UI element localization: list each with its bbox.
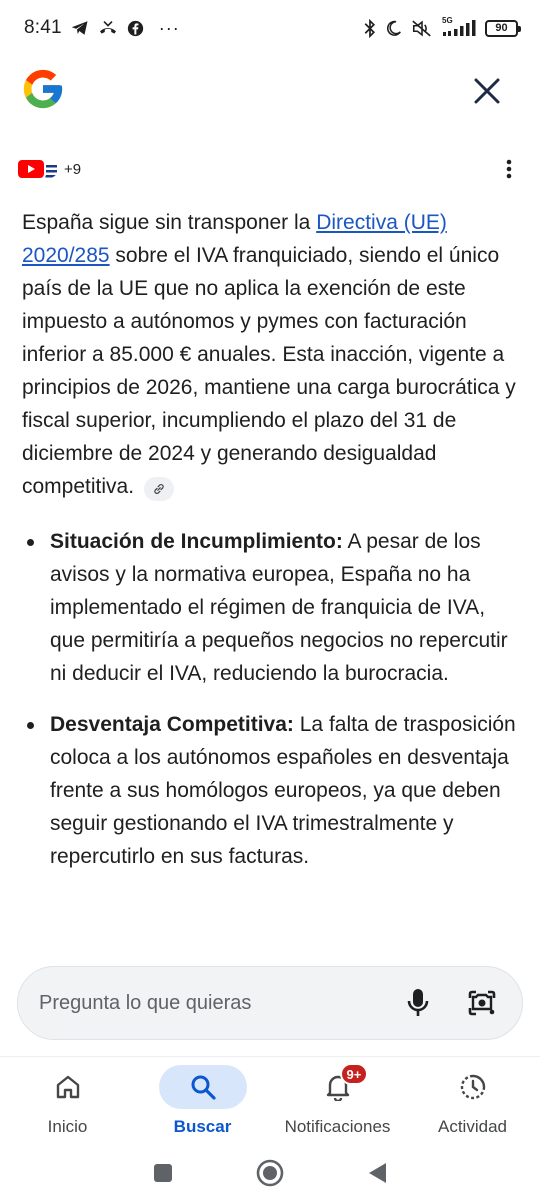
microphone-icon xyxy=(407,988,429,1018)
notification-badge: 9+ xyxy=(340,1063,369,1085)
nav-item-buscar[interactable] xyxy=(135,1057,270,1146)
network-type: 5G xyxy=(442,16,453,25)
more-vert-icon xyxy=(506,159,512,179)
sources-row xyxy=(16,152,524,186)
nav-item-actividad[interactable] xyxy=(405,1057,540,1146)
nav-label: Inicio xyxy=(47,1117,88,1136)
answer-bullets xyxy=(22,525,522,891)
recents-icon xyxy=(153,1163,173,1183)
system-navigation xyxy=(0,1146,540,1199)
home-circle-icon xyxy=(256,1159,284,1187)
link-icon xyxy=(152,482,166,496)
search-icon xyxy=(190,1074,216,1100)
nav-item-inicio[interactable] xyxy=(0,1057,135,1146)
moon-icon xyxy=(385,20,402,37)
bullet-title: Situación de Incumplimiento: xyxy=(50,530,343,553)
bottom-navigation xyxy=(0,1056,540,1146)
nav-label: Actividad xyxy=(438,1117,507,1136)
bullet-text: A pesar de los avisos y la normativa europea, España no ha implementado el régimen de franquicia de IVA, que permitiría a pequeños negocios no repercutir ni deducir el IVA, reduciendo la burocracia. xyxy=(50,530,508,685)
home-system-button[interactable] xyxy=(250,1153,290,1193)
back-button[interactable] xyxy=(357,1153,397,1193)
nav-pill xyxy=(294,1065,382,1109)
youtube-icon xyxy=(16,158,46,180)
directive-link[interactable]: Directiva (UE) 2020/285 xyxy=(22,211,447,267)
close-icon xyxy=(474,78,500,104)
answer-intro-before: España sigue sin transponer la xyxy=(22,211,317,234)
more-notifications-icon: ··· xyxy=(158,17,180,38)
back-triangle-icon xyxy=(367,1162,387,1184)
nav-pill xyxy=(429,1065,517,1109)
nav-label: Notificaciones xyxy=(284,1117,391,1136)
close-button[interactable] xyxy=(466,70,508,112)
status-left xyxy=(24,17,180,39)
header xyxy=(0,60,540,120)
bullet-title: Desventaja Competitiva: xyxy=(50,713,294,736)
google-logo-icon xyxy=(20,66,66,112)
nav-pill xyxy=(24,1065,112,1109)
sources-button[interactable] xyxy=(16,158,81,180)
battery-icon: 90 xyxy=(485,20,518,37)
search-input[interactable] xyxy=(39,992,398,1015)
activity-icon xyxy=(459,1073,487,1101)
sources-count: +9 xyxy=(64,160,82,178)
recents-button[interactable] xyxy=(143,1153,183,1193)
mute-icon xyxy=(411,19,433,38)
signal-icon xyxy=(442,16,476,37)
nav-label: Buscar xyxy=(173,1117,232,1136)
missed-call-icon xyxy=(98,20,118,36)
ai-answer-paragraph xyxy=(22,206,522,503)
status-bar xyxy=(0,0,540,56)
status-right xyxy=(364,16,518,38)
list-item xyxy=(22,708,522,873)
nav-item-notificaciones[interactable] xyxy=(270,1057,405,1146)
list-item xyxy=(22,525,522,690)
bluetooth-icon xyxy=(364,19,376,38)
facebook-icon xyxy=(127,20,144,37)
more-options-button[interactable] xyxy=(494,154,524,184)
status-time: 8:41 xyxy=(24,17,62,38)
answer-intro-after: sobre el IVA franquiciado, siendo el único país de la UE que no aplica la exención de este impuesto a autónomos y pymes con facturación inferior a 85.000 € anuales. Esta inacción, vigente a principios de 2026, mantiene una carga burocrática y fiscal superior, incumpliendo el plazo del 31 de diciembre de 2024 y generando desigualdad competitiva. xyxy=(22,244,516,498)
nav-pill xyxy=(159,1065,247,1109)
voice-search-button[interactable] xyxy=(398,983,438,1023)
telegram-icon xyxy=(71,20,89,36)
home-icon xyxy=(55,1074,81,1100)
google-lens-icon xyxy=(468,990,496,1016)
bullet-text: La falta de trasposición coloca a los autónomos españoles en desventaja frente a sus homólogos europeos, ya que deben seguir gestionando el IVA trimestralmente y repercutirlo en sus facturas. xyxy=(50,713,516,868)
lens-search-button[interactable] xyxy=(462,983,502,1023)
search-bar xyxy=(17,966,523,1040)
citation-link-button[interactable] xyxy=(144,477,174,501)
